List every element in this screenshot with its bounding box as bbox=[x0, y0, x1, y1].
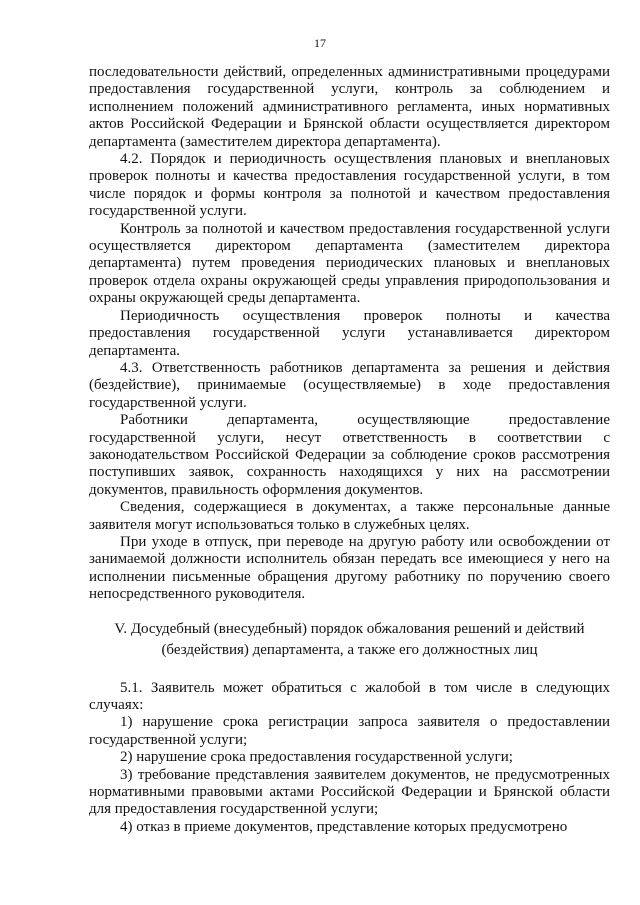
section-heading bbox=[89, 619, 610, 662]
list-item-4: 4) отказ в приеме документов, представление которых предусмотрено bbox=[120, 818, 568, 835]
document-body bbox=[89, 64, 610, 836]
paragraph-information: Сведения, содержащиеся в документах, а также персональные данные заявителя могут использоваться только в служебных целях. bbox=[89, 499, 610, 533]
paragraph-4-2: 4.2. Порядок и периодичность осуществления плановых и внеплановых проверок полноты и качества предоставления государственной услуги, в том числе порядок и формы контроля за полнотой и качеством предоставления государственной услуги. bbox=[89, 151, 610, 220]
section-heading-line-1: V. Досудебный (внесудебный) порядок обжалования решений и действий bbox=[114, 620, 585, 637]
paragraph-continuation: последовательности действий, определенных административными процедурами предоставления государственной услуги, контроль за соблюдением и исполнением положений административного регламента, иных нормативных актов Российской Федерации и Брянской области осуществляется директором департамента (заместителем директора департамента). bbox=[89, 64, 610, 150]
paragraph-periodicity: Периодичность осуществления проверок полноты и качества предоставления государственной услуги устанавливается директором департамента. bbox=[89, 307, 610, 359]
list-item-2: 2) нарушение срока предоставления государственной услуги; bbox=[120, 749, 513, 766]
paragraph-vacation: При уходе в отпуск, при переводе на другую работу или освобождении от занимаемой должности исполнитель обязан передать все имеющиеся у него на исполнении письменные обращения другому работнику по поручению своего непосредственного руководителя. bbox=[89, 533, 610, 603]
list-item-3: 3) требование представления заявителем документов, не предусмотренных нормативными правовыми актами Российской Федерации и Брянской области для предоставления государственной услуги; bbox=[89, 766, 610, 818]
paragraph-control: Контроль за полнотой и качеством предоставления государственной услуги осуществляется директором департамента (заместителем директора департамента) путем проведения периодических плановых и внеплановых проверок отдела охраны окружающей среды управления природопользования и охраны окружающей среды департамента. bbox=[89, 220, 610, 307]
paragraph-5-1: 5.1. Заявитель может обратиться с жалобой в том числе в следующих случаях: bbox=[89, 679, 610, 713]
paragraph-4-3: 4.3. Ответственность работников департамента за решения и действия (бездействие), принимаемые (осуществляемые) в ходе предоставления государственной услуги. bbox=[89, 359, 610, 411]
section-heading-line-2: (бездействия) департамента, а также его должностных лиц bbox=[161, 642, 538, 659]
paragraph-workers: Работники департамента, осуществляющие предоставление государственной услуги, несут ответственность в соответствии с законодательством Российской Федерации за соблюдение сроков рассмотрения поступивших заявок, сохранность находящихся у них на рассмотрении документов, правильность оформления документов. bbox=[89, 412, 610, 498]
page-number: 17 bbox=[314, 36, 326, 50]
list-item-1: 1) нарушение срока регистрации запроса заявителя о предоставлении государственной услуги; bbox=[89, 714, 610, 748]
